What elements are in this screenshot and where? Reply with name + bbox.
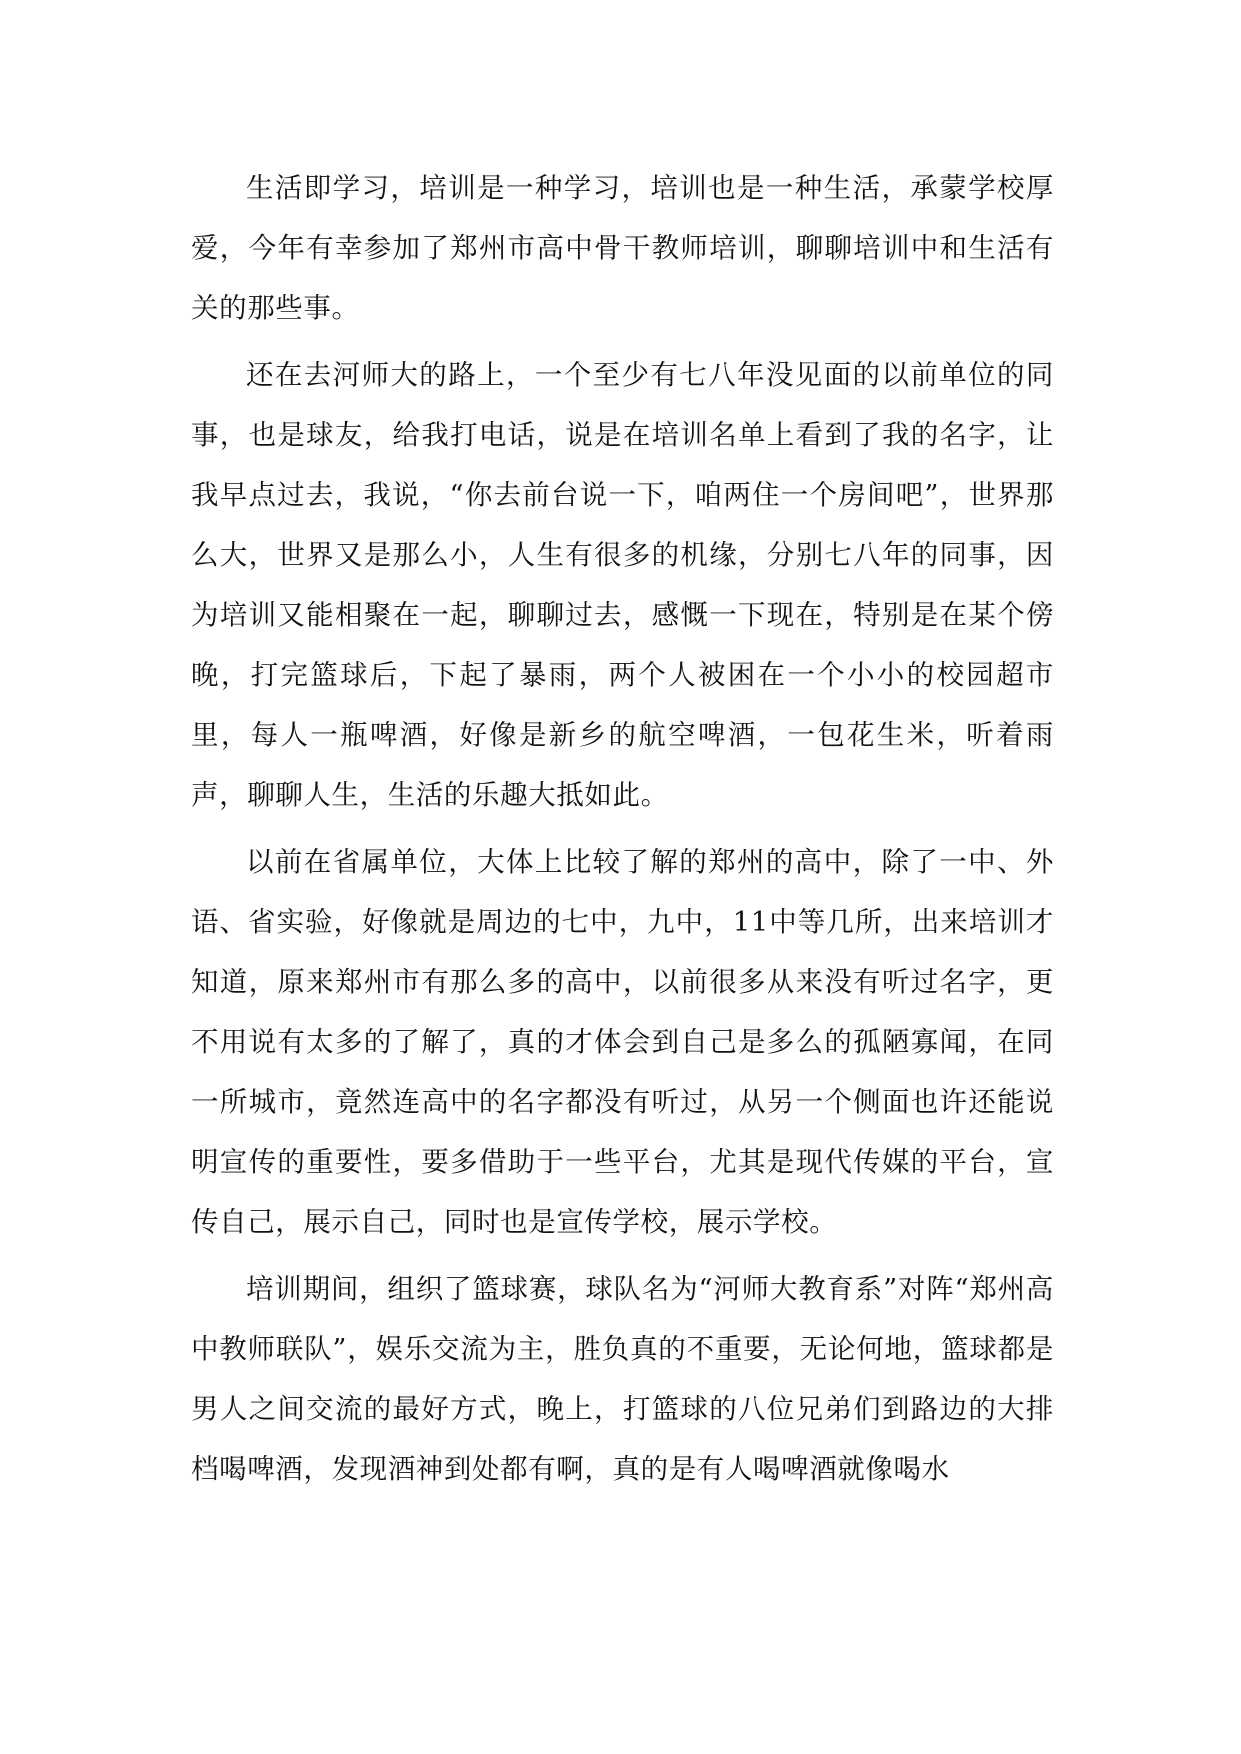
paragraph-1: 生活即学习，培训是一种学习，培训也是一种生活，承蒙学校厚爱，今年有幸参加了郑州市高中骨干教师培训，聊聊培训中和生活有关的那些事。	[191, 172, 1054, 324]
document-body	[191, 158, 1054, 1506]
paragraph-4: 培训期间，组织了篮球赛，球队名为“河师大教育系”对阵“郑州高中教师联队”，娱乐交流为主，胜负真的不重要，无论何地，篮球都是男人之间交流的最好方式，晚上，打篮球的八位兄弟们到路边的大排档喝啤酒，发现酒神到处都有啊，真的是有人喝啤酒就像喝水	[191, 1273, 1054, 1485]
paragraph-3: 以前在省属单位，大体上比较了解的郑州的高中，除了一中、外语、省实验，好像就是周边的七中，九中，11中等几所，出来培训才知道，原来郑州市有那么多的高中，以前很多从来没有听过名字，更不用说有太多的了解了，真的才体会到自己是多么的孤陋寡闻，在同一所城市，竟然连高中的名字都没有听过，从另一个侧面也许还能说明宣传的重要性，要多借助于一些平台，尤其是现代传媒的平台，宣传自己，展示自己，同时也是宣传学校，展示学校。	[191, 846, 1054, 1238]
paragraph-2: 还在去河师大的路上，一个至少有七八年没见面的以前单位的同事，也是球友，给我打电话，说是在培训名单上看到了我的名字，让我早点过去，我说，“你去前台说一下，咱两住一个房间吧”，世界那么大，世界又是那么小，人生有很多的机缘，分别七八年的同事，因为培训又能相聚在一起，聊聊过去，感慨一下现在，特别是在某个傍晚，打完篮球后，下起了暴雨，两个人被困在一个小小的校园超市里，每人一瓶啤酒，好像是新乡的航空啤酒，一包花生米，听着雨声，聊聊人生，生活的乐趣大抵如此。	[191, 359, 1054, 811]
